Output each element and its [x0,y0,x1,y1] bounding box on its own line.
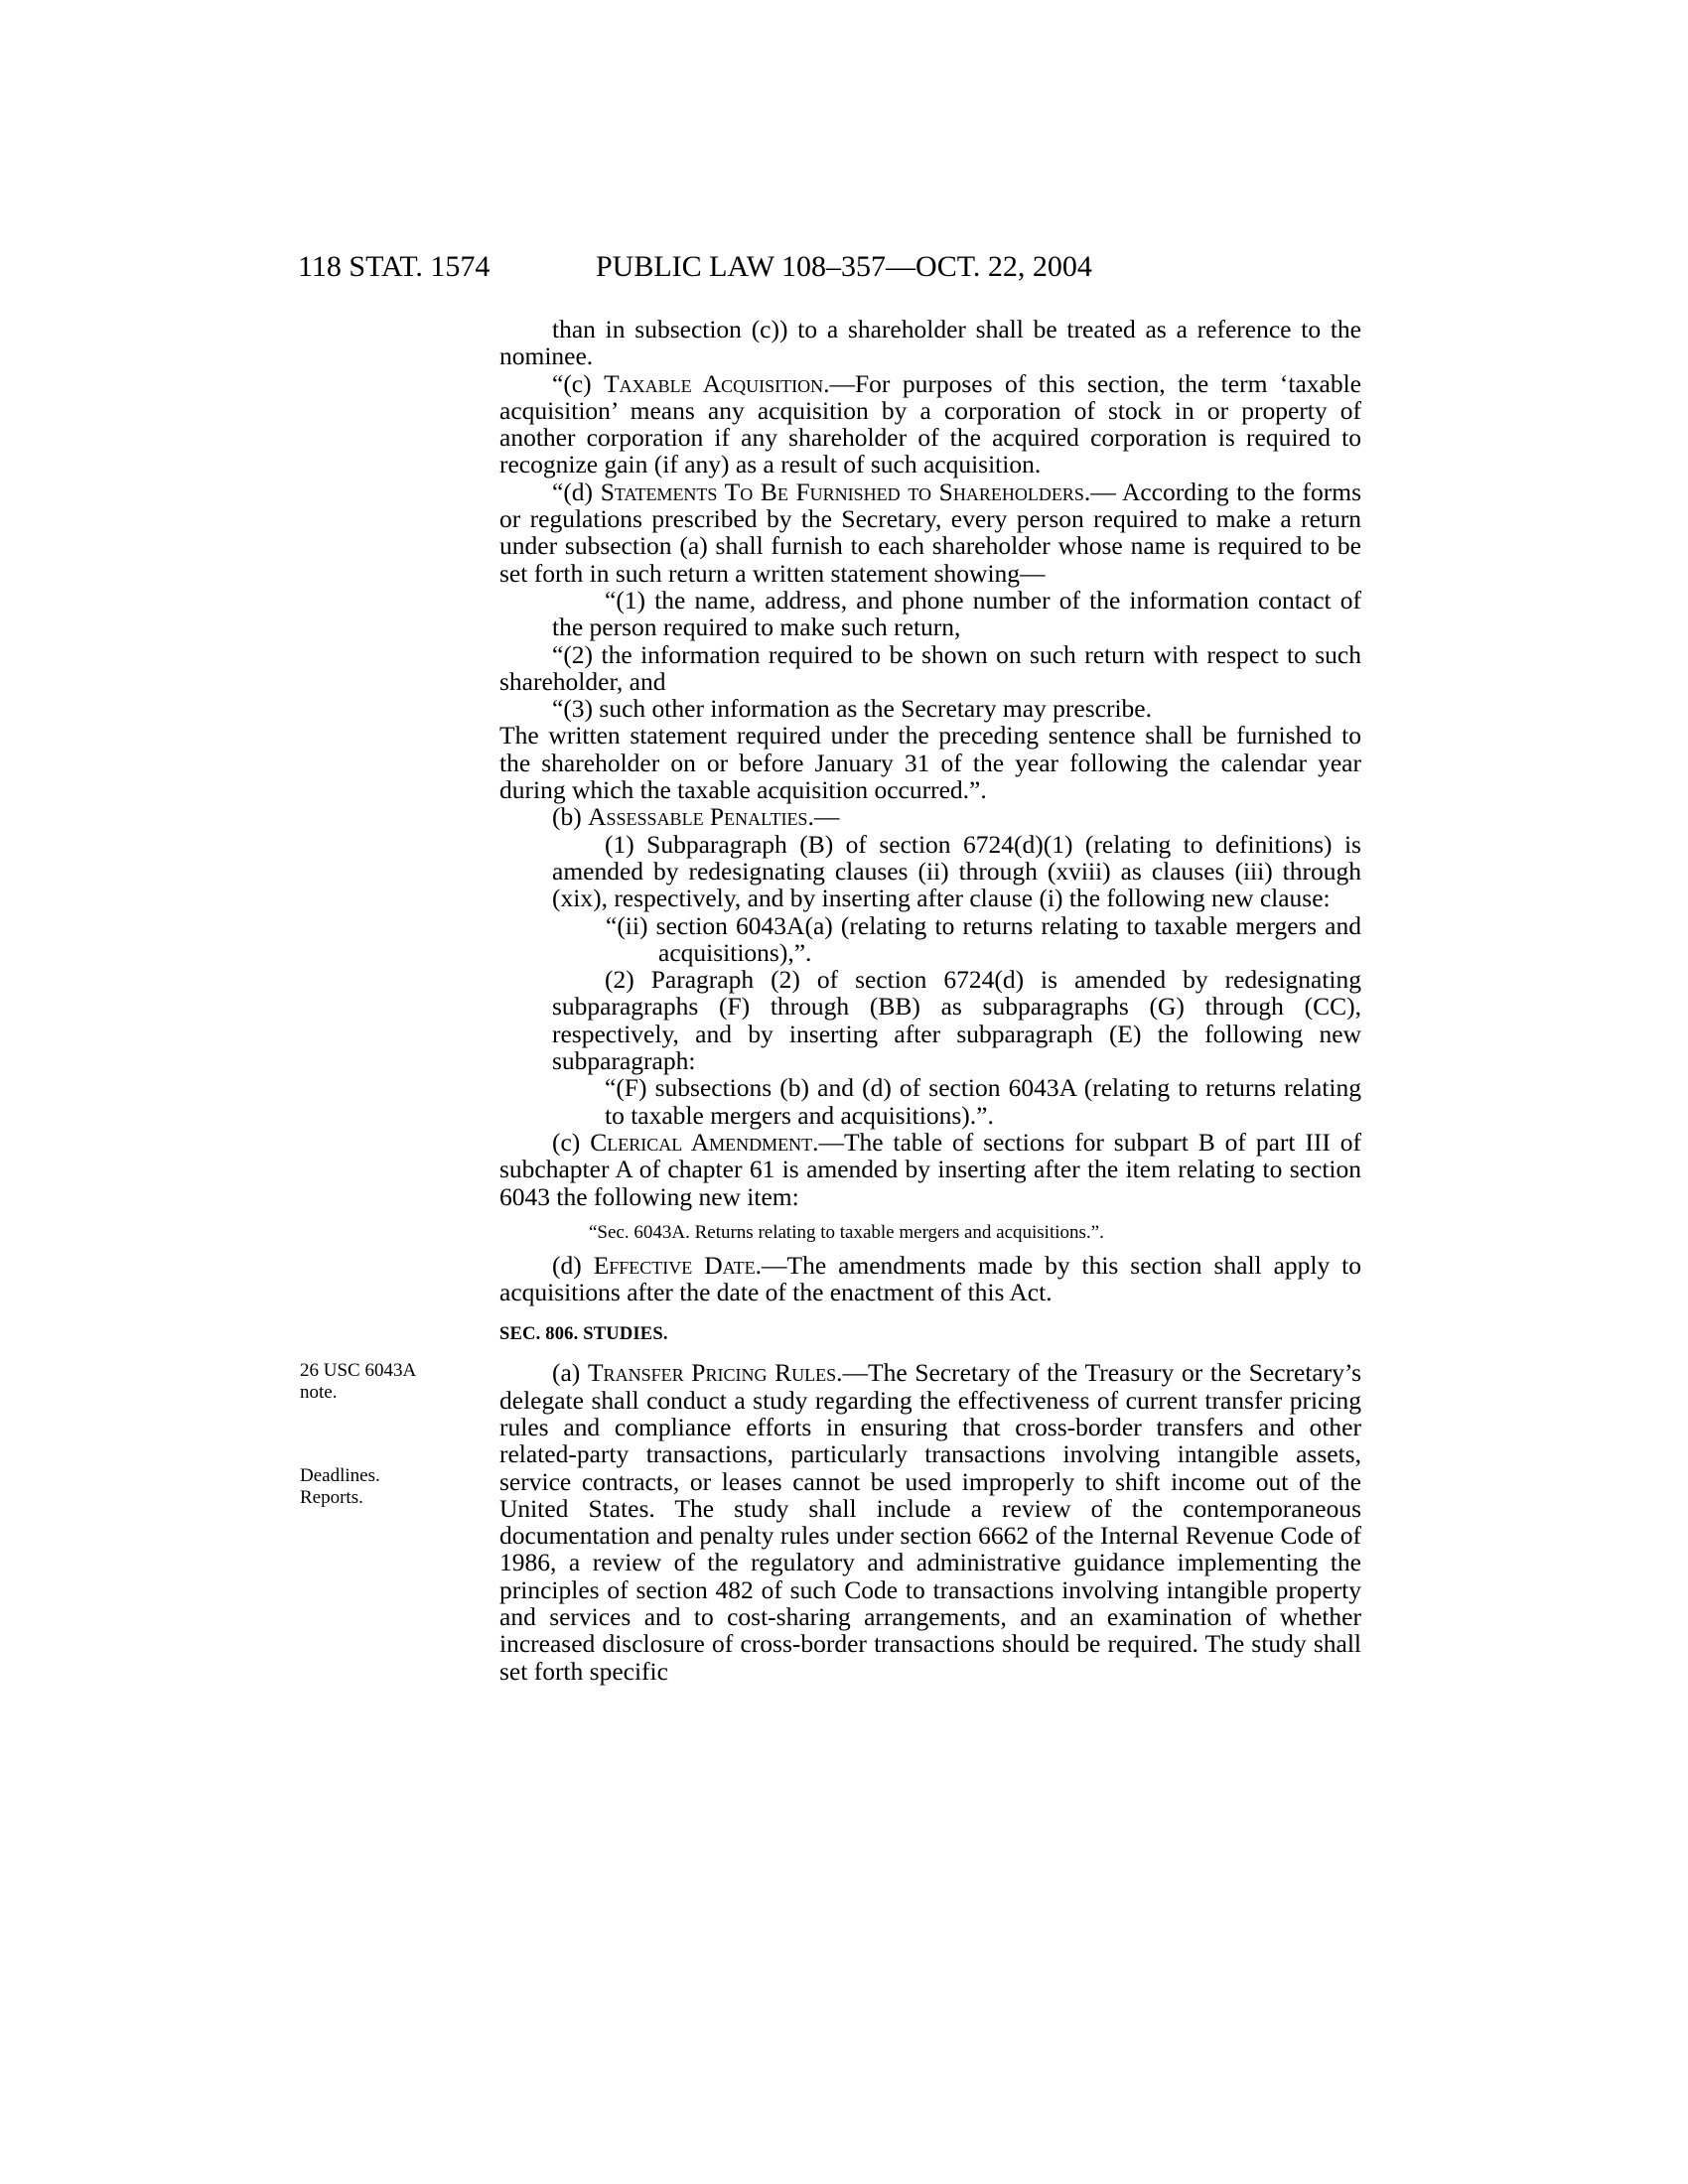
paragraph-clause-1: “(1) the name, address, and phone number of the information contact of the person required to make such return, [552,585,1361,642]
margin-note-usc: 26 USC 6043A note. [300,1360,416,1403]
paragraph-subparagraph-b: (1) Subparagraph (B) of section 6724(d)(1) (relating to definitions) is amended by redesignating clauses (ii) through (xviii) as clauses (iii) through (xix), respectively, and by inserting after clause (i) the following new clause: [552,829,1361,913]
table-of-sections-item: “Sec. 6043A. Returns relating to taxable mergers and acquisitions.”. [589,1221,1104,1243]
paragraph: than in subsection (c)) to a shareholder shall be treated as a reference to the nominee. [499,315,1361,371]
subsection-heading: Assessable Penalties [588,802,808,832]
paragraph-clause-3: “(3) such other information as the Secretary may prescribe. [552,694,1152,724]
paragraph-statements: “(d) Statements To Be Furnished to Shareholders.— According to the forms or regulations prescribed by the Secretary, every person required to make a return under subsection (a) shall furnish to each shareholder whose name is required to be set forth in such return a written statement showing— [499,477,1361,588]
section-heading: SEC. 806. STUDIES. [499,1324,668,1345]
subsection-heading: Clerical Amendment [590,1127,813,1157]
paragraph-clerical-amendment: (c) Clerical Amendment.—The table of sections for subpart B of part III of subchapter A of chapter 61 is amended by inserting after the item relating to section 6043 the following new item: [499,1127,1361,1211]
subsection-heading: Taxable Acquisition [604,368,824,398]
subsection-heading: Statements To Be Furnished to Shareholders [600,477,1084,506]
paragraph-effective-date: (d) Effective Date.—The amendments made by this section shall apply to acquisitions after the date of the enactment of this Act. [499,1250,1362,1307]
margin-note-deadlines: Deadlines. Reports. [300,1465,380,1508]
paragraph-new-clause: “(ii) section 6043A(a) (relating to returns relating to taxable mergers and acquisitions),”. [606,910,1361,967]
page-header-title: PUBLIC LAW 108–357—OCT. 22, 2004 [596,250,1092,283]
paragraph-transfer-pricing: (a) Transfer Pricing Rules.—The Secretary of the Treasury or the Secretary’s delegate shall conduct a study regarding the effectiveness of current transfer pricing rules and compliance efforts in ensuring that cross-border transfers and other related-party transactions, particularly transactions involving intangible assets, service contracts, or leases cannot be used improperly to shift income out of the United States. The study shall include a review of the contemporaneous documentation and penalty rules under section 6662 of the Internal Revenue Code of 1986, a review of the regulatory and administrative guidance implementing the principles of section 482 of such Code to transactions involving intangible property and services and to cost-sharing arrangements, and an examination of whether increased disclosure of cross-border transactions should be required. The study shall set forth specific [499,1358,1362,1686]
paragraph-assessable-penalties: (b) Assessable Penalties.— [552,802,840,832]
paragraph-written-statement: The written statement required under the preceding sentence shall be furnished to the shareholder on or before January 31 of the year following the calendar year during which the taxable acquisition occurred.”. [499,721,1361,805]
paragraph-clause-2: “(2) the information required to be shown on such return with respect to such shareholder, and [499,639,1361,696]
paragraph-paragraph-2: (2) Paragraph (2) of section 6724(d) is amended by redesignating subparagraphs (F) through (BB) as subparagraphs (G) through (CC), respectively, and by inserting after subparagraph (E) the following new subparagraph: [552,965,1361,1076]
paragraph-new-subparagraph: “(F) subsections (b) and (d) of section 6043A (relating to returns relating to taxable mergers and acquisitions).”. [605,1073,1361,1130]
stat-reference: 118 STAT. 1574 [298,250,491,283]
subsection-heading: Effective Date [593,1250,756,1280]
paragraph-taxable-acquisition: “(c) Taxable Acquisition.—For purposes of this section, the term ‘taxable acquisition’ means any acquisition by a corporation of stock in or property of another corporation if any shareholder of the acquired corporation is required to recognize gain (if any) as a result of such acquisition. [499,368,1361,479]
subsection-heading: Transfer Pricing Rules [587,1358,837,1388]
document-body [499,316,1361,1685]
